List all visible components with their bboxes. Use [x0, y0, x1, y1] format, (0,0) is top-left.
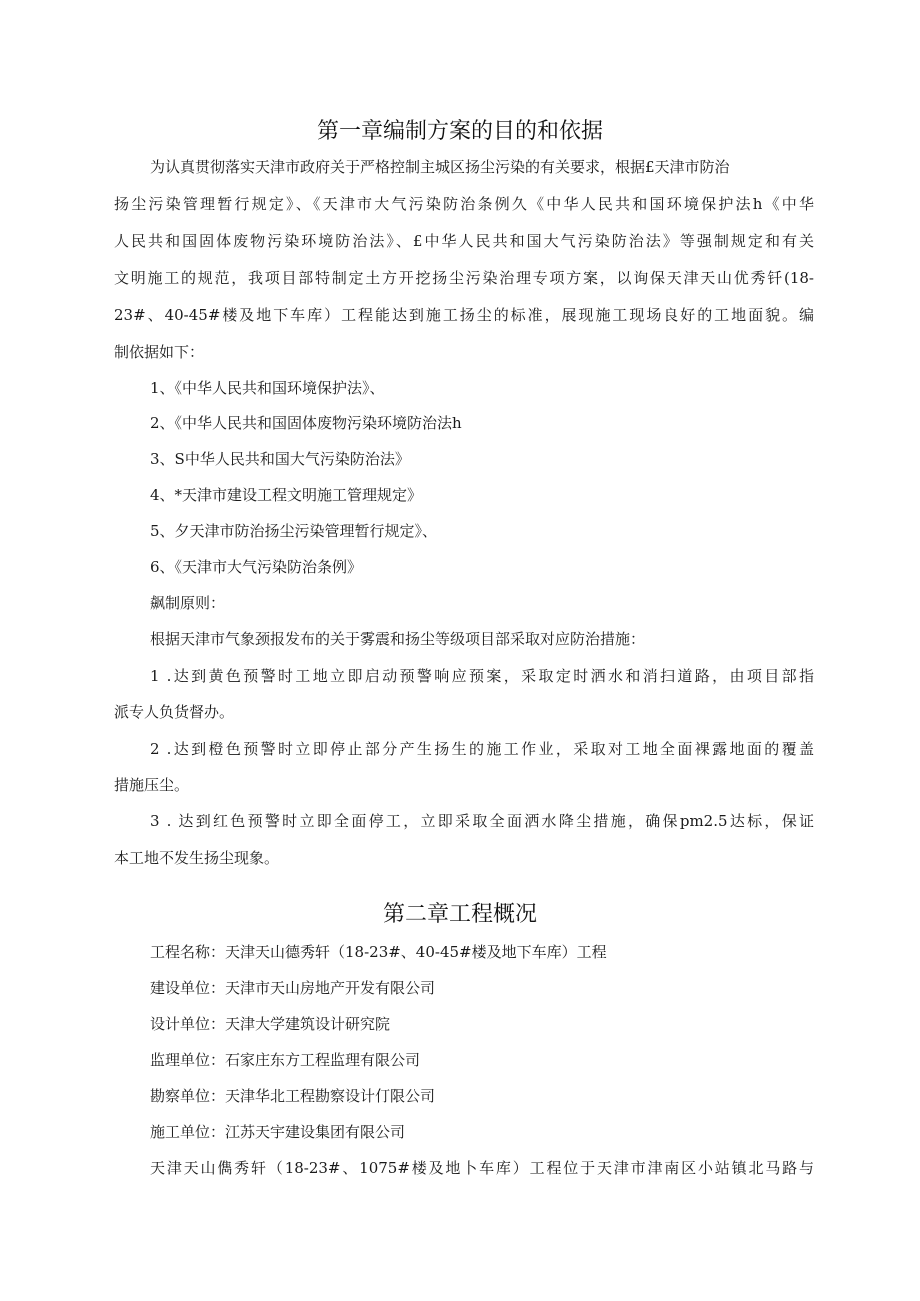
paragraph-line: 23#、40-45#楼及地下车库）工程能达到施工扬尘的标准，展现施工现场良好的工地面貌。编 — [114, 306, 814, 324]
paragraph-line: 为认真贯彻落实天津市政府关于严格控制主城区扬尘污染的有关要求，根据£天津市防治 — [150, 158, 730, 176]
project-info-line: 建设单位：天津市天山房地产开发有限公司 — [150, 979, 436, 997]
measure-line: 2 .达到橙色预警时立即停止部分产生扬生的施工作业，采取对工地全面裸露地面的覆盖 — [150, 740, 814, 758]
measure-line: 本工地不发生扬尘现象。 — [114, 849, 280, 867]
basis-item: 3、S中华人民共和国大气污染防治法》 — [150, 450, 410, 468]
paragraph-line: 人民共和国固体废物污染环境防治法》、£中华人民共和国大气污染防治法》等强制规定和有关 — [114, 232, 814, 250]
basis-item: 6、《天津市大气污染防治条例》 — [150, 558, 363, 576]
chapter-1-title: 第一章编制方案的目的和依据 — [316, 119, 603, 144]
measure-line: 派专人负货督办。 — [114, 703, 235, 721]
paragraph-line: 文明施工的规范，我项目部特制定土方开挖扬尘污染治理专项方案，以询保天津天山优秀钎(18- — [114, 269, 814, 287]
basis-item: 1、《中华人民共和国环境保护法》、 — [150, 379, 385, 397]
chapter-2-title: 第二章工程概况 — [382, 902, 537, 927]
project-info-line: 勘察单位：天津华北工程勘察设计仃限公司 — [150, 1087, 436, 1105]
paragraph-line: 扬尘污染管理暂行规定》、《天津市大气污染防治条例久《中华人民共和国环境保护法h《中华 — [114, 195, 814, 213]
measure-line: 3 . 达到红色预警时立即全面停工，立即采取全面洒水降尘措施，确保pm2.5达标，保证 — [150, 812, 814, 830]
principle-intro: 根据天津市气象颈报发布的关于雾震和扬尘等级项目部采取对应防治措施： — [150, 630, 646, 648]
project-info-line: 工程名称：天津天山德秀轩（18-23#、40-45#楼及地下车库）工程 — [150, 943, 607, 961]
project-info-line: 监理单位：石家庄东方工程监理有限公司 — [150, 1051, 421, 1069]
measure-line: 1 .达到黄色预警时工地立即启动预警响应预案，采取定时洒水和消扫道路，由项目部指 — [150, 667, 814, 685]
paragraph-line: 制依据如下： — [114, 343, 205, 361]
measure-line: 措施压尘。 — [114, 776, 190, 794]
project-description-line: 天津天山儁秀轩（18-23#、1075#楼及地卜车库）工程位于天津市津南区小站镇北马路与 — [150, 1159, 814, 1177]
basis-item: 2、《中华人民共和国固体废物污染环境防治法h — [150, 414, 462, 432]
project-info-line: 施工单位：江苏天宇建设集团有限公司 — [150, 1123, 406, 1141]
principle-label: 飙制原则： — [150, 594, 226, 612]
basis-item: 4、*天津市建设工程文明施工管理规定》 — [150, 486, 423, 504]
project-info-line: 设计单位：天津大学建筑设计研究院 — [150, 1015, 391, 1033]
basis-item: 5、夕天津市防治扬尘污染管理暂行规定》、 — [150, 522, 438, 540]
